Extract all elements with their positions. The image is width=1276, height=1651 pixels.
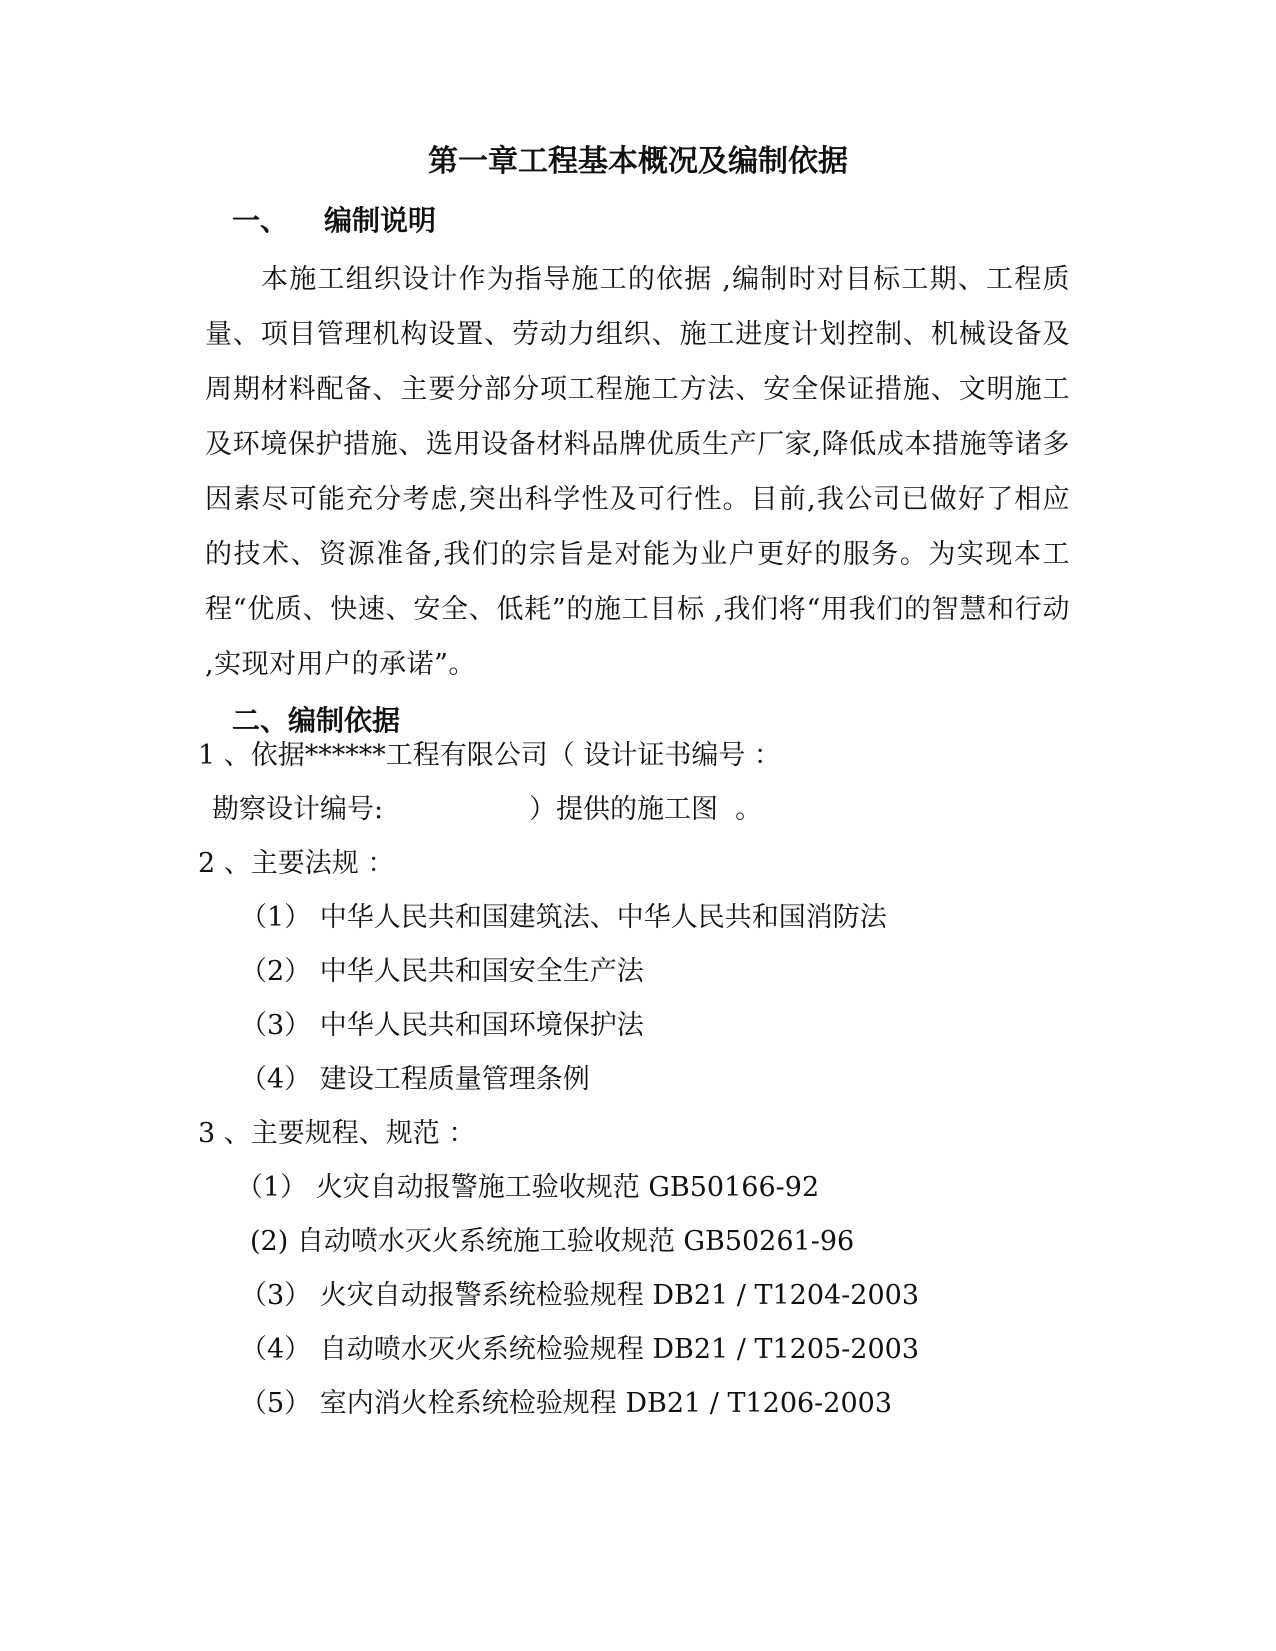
law-item-2: （2） 中华人民共和国安全生产法 xyxy=(240,956,644,987)
code-item-5: （5） 室内消火栓系统检验规程 DB21 / T1206-2003 xyxy=(240,1388,893,1419)
section-1-heading xyxy=(232,203,436,239)
law-item-4: （4） 建设工程质量管理条例 xyxy=(240,1064,590,1095)
code-item-4: （4） 自动喷水灭火系统检验规程 DB21 / T1205-2003 xyxy=(240,1334,920,1365)
code-item-2: (2) 自动喷水灭火系统施工验收规范 GB50261-96 xyxy=(250,1226,855,1257)
basis-item-3: 3 、主要规程、规范 ： xyxy=(198,1118,476,1149)
basis-item-2: 2 、主要法规 ： xyxy=(198,848,395,879)
code-item-1: （1） 火灾自动报警施工验收规范 GB50166-92 xyxy=(236,1172,820,1203)
section-2-heading: 二、编制依据 xyxy=(232,704,401,737)
basis-item-1-line-2: 勘察设计编号: ）提供的施工图 。 xyxy=(212,794,763,825)
code-item-3: （3） 火灾自动报警系统检验规程 DB21 / T1204-2003 xyxy=(240,1280,920,1311)
law-item-3: （3） 中华人民共和国环境保护法 xyxy=(240,1010,644,1041)
section-1-number: 一、 xyxy=(232,204,289,237)
basis-item-1-line-1: 1 、依据******工程有限公司（ 设计证书编号 ： xyxy=(198,740,781,771)
law-item-1: （1） 中华人民共和国建筑法、中华人民共和国消防法 xyxy=(240,902,887,933)
section-1-paragraph: 本施工组织设计作为指导施工的依据 ,编制时对目标工期、工程质量、项目管理机构设置、劳动力组织、施工进度计划控制、机械设备及周期材料配备、主要分部分项工程施工方法、安全保证措施、文明施工及环境保护措施、选用设备材料品牌优质生产厂家,降低成本措施等诸多因素尽可能充分考虑,突出科学性及可行性。目前,我公司已做好了相应的技术、资源准备,我们的宗旨是对能为业户更好的服务。为实现本工程“优质、快速、安全、低耗”的施工目标 ,我们将“用我们的智慧和行动 ,实现对用户的承诺”。 xyxy=(205,264,1070,680)
section-1-title: 编制说明 xyxy=(324,204,437,237)
chapter-title: 第一章工程基本概况及编制依据 xyxy=(428,144,848,179)
